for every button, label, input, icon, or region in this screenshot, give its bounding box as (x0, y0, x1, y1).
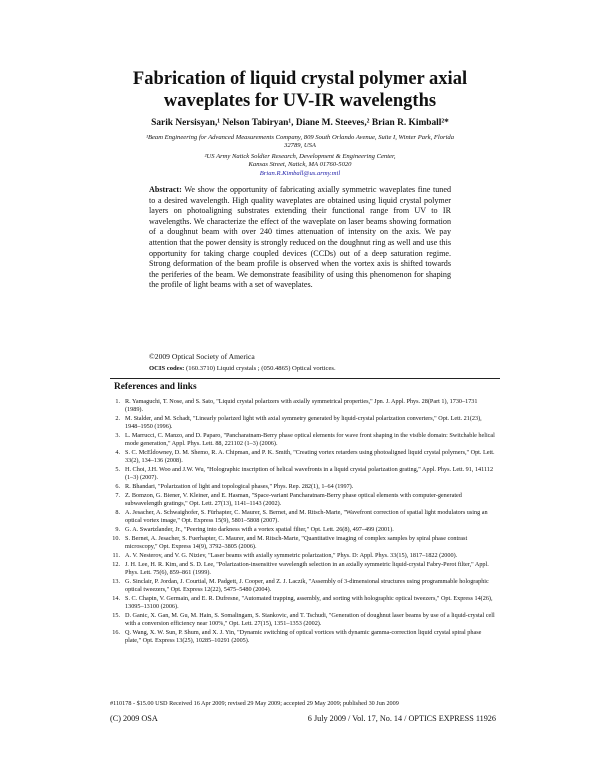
affiliation-2-line-1: ²US Army Natick Soldier Research, Development & Engineering Center, (204, 153, 396, 160)
abstract-text: We show the opportunity of fabricating axially symmetric waveplates fine tuned to a desired wavelength. High quality waveplates are obtained using liquid crystal polymer layers on photoaligning substrates extending their functional range from UV to IR wavelengths. We characterize the effect of the waveplate on laser beams showing formation of a doughnut beam with over 240 times attenuation of intensity on the axis. We pay attention that the power density is strongly reduced on the doughnut ring as well and use this opportunity for taking charge coupled devices (CCDs) out of a deep saturation regime. Strong deformation of the beam profile is observed when the vortex axis is shifted towards the periferies of the beam. We demonstrate feasibility of using this phenomenon for shaping the profile of light beams with a set of waveplates. (149, 185, 451, 290)
affiliation-1-line-2: 32789, USA (284, 142, 316, 149)
references-heading: References and links (114, 382, 197, 392)
reference-item: 3. L. Marrucci, C. Manzo, and D. Paparo, "Pancharatnam-Berry phase optical elements for wave front shaping in the visible domain: Switchable helical mode generation," Appl. Phys. Lett. 88, 221102 (1–3) (2006). (115, 432, 495, 447)
reference-item: 4. S. C. McEldowney, D. M. Shemo, R. A. Chipman, and P. K. Smith, "Creating vortex retarders using photoaligned liquid crystal polymers," Opt. Lett. 33(2), 134–136 (2008). (115, 449, 495, 464)
reference-item: 15. D. Ganic, X. Gan, M. Gu, M. Hain, S. Somalingam, S. Stankovic, and T. Tschudi, "Generation of doughnut laser beams by use of a liquid-crystal cell with a conversion efficiency near 100%," Opt. Lett. 27(15), 1351–1353 (2002). (112, 612, 495, 627)
abstract (149, 185, 451, 291)
affiliation-1-line-1: ¹Beam Engineering for Advanced Measurements Company, 809 South Orlando Avenue, Suite I, Winter Park, Florida (145, 134, 455, 141)
affiliation-2-line-2: Kansas Street, Natick, MA 01760-5020 (248, 161, 352, 168)
paper-title (70, 68, 530, 112)
ocis-codes (149, 365, 336, 372)
reference-item: 13. G. Sinclair, P. Jordan, J. Courtial, M. Padgett, J. Cooper, and Z. J. Laczik, "Assembly of 3-dimensional structures using programmable holographic optical tweezers," Opt. Express 12(22), 5475–5480 (2004). (112, 578, 489, 593)
corresponding-email[interactable]: Brian.R.Kimball@us.army.mil (259, 170, 341, 177)
affiliation-1 (60, 134, 540, 150)
publication-history: #110178 - $15.00 USD Received 16 Apr 2009; revised 29 May 2009; accepted 29 May 2009; published 30 Jun 2009 (110, 700, 399, 707)
reference-item: 1. R. Yamaguchi, T. Nose, and S. Sato, "Liquid crystal polarizers with axially symmetrical properties," Jpn. J. Appl. Phys. 28(Part 1), 1730–1731 (1989). (115, 398, 478, 413)
reference-item: 12. J. H. Lee, H. R. Kim, and S. D. Lee, "Polarization-insensitive wavelength selection in an axially symmetric liquid-crystal Fabry-Perot filter," Appl. Phys. Lett. 75(6), 859–861 (1999). (112, 561, 489, 576)
reference-item: 16. Q. Wang, X. W. Sun, P. Shum, and X. J. Yin, "Dynamic switching of optical vortices with dynamic gamma-correction liquid crystal spiral phase plate," Opt. Express 13(25), 10285–10291 (2005). (112, 629, 482, 644)
title-line-2: waveplates for UV-IR wavelengths (163, 91, 437, 111)
abstract-label: Abstract: (149, 185, 182, 194)
reference-item: 9. G. A. Swartzlander, Jr., "Peering into darkness with a vortex spatial filter," Opt. Lett. 26(8), 497–499 (2001). (115, 526, 394, 533)
author-list: Sarik Nersisyan,¹ Nelson Tabiryan¹, Diane M. Steeves,² Brian R. Kimball²* (151, 118, 449, 128)
copyright-line: ©2009 Optical Society of America (149, 352, 255, 361)
reference-item: 5. H. Choi, J.H. Woo and J.W. Wu, "Holographic inscription of helical wavefronts in a liquid crystal polarization grating," Appl. Phys. Lett. 91, 141112 (1–3) (2007). (115, 466, 494, 481)
footer-copyright: (C) 2009 OSA (110, 714, 158, 723)
reference-item: 8. A. Jesacher, A. Schwaighofer, S. Fürhapter, C. Maurer, S. Bernet, and M. Ritsch-Marte, "Wavefront correction of spatial light modulators using an optical vortex image," Opt. Express 15(9), 5801–5808 (2007). (115, 509, 488, 524)
title-line-1: Fabrication of liquid crystal polymer axial (132, 69, 468, 89)
affiliation-2 (60, 153, 540, 169)
ocis-text: (160.3710) Liquid crystals ; (050.4865) Optical vortices. (184, 365, 336, 372)
references-list (110, 398, 495, 646)
reference-item: 7. Z. Bomzon, G. Biener, V. Kleiner, and E. Hasman, "Space-variant Pancharatnam-Berry phase optical elements with computer-generated subwavelength gratings," Opt. Lett. 27(13), 1141–1143 (2002). (115, 492, 462, 507)
section-divider-top (110, 378, 500, 379)
reference-item: 11. A. V. Nesterov, and V. G. Niziev, "Laser beams with axially symmetric polarization," Phys. D: Appl. Phys. 33(15), 1817–1822 (2000). (112, 552, 458, 559)
reference-item: 2. M. Stalder, and M. Schadt, "Linearly polarized light with axial symmetry generated by liquid-crystal polarization converters," Opt. Lett. 21(23), 1948–1950 (1996). (115, 415, 482, 430)
ocis-label: OCIS codes: (149, 365, 185, 372)
reference-item: 14. S. C. Chapin, V. Germain, and E. R. Dufresne, "Automated trapping, assembly, and sorting with holographic optical tweezers," Opt. Express 14(26), 13095–13100 (2006). (112, 595, 493, 610)
reference-item: 6. R. Bhandari, "Polarization of light and topological phases," Phys. Rep. 282(1), 1–64 (1997). (115, 483, 354, 490)
footer-journal-info: 6 July 2009 / Vol. 17, No. 14 / OPTICS EXPRESS 11926 (307, 714, 496, 723)
reference-item: 10. S. Bernet, A. Jesacher, S. Fuerhapter, C. Maurer, and M. Ritsch-Marte, "Quantitative imaging of complex samples by spiral phase contrast microscopy," Opt. Express 14(9), 3792–3805 (2006). (112, 535, 468, 550)
